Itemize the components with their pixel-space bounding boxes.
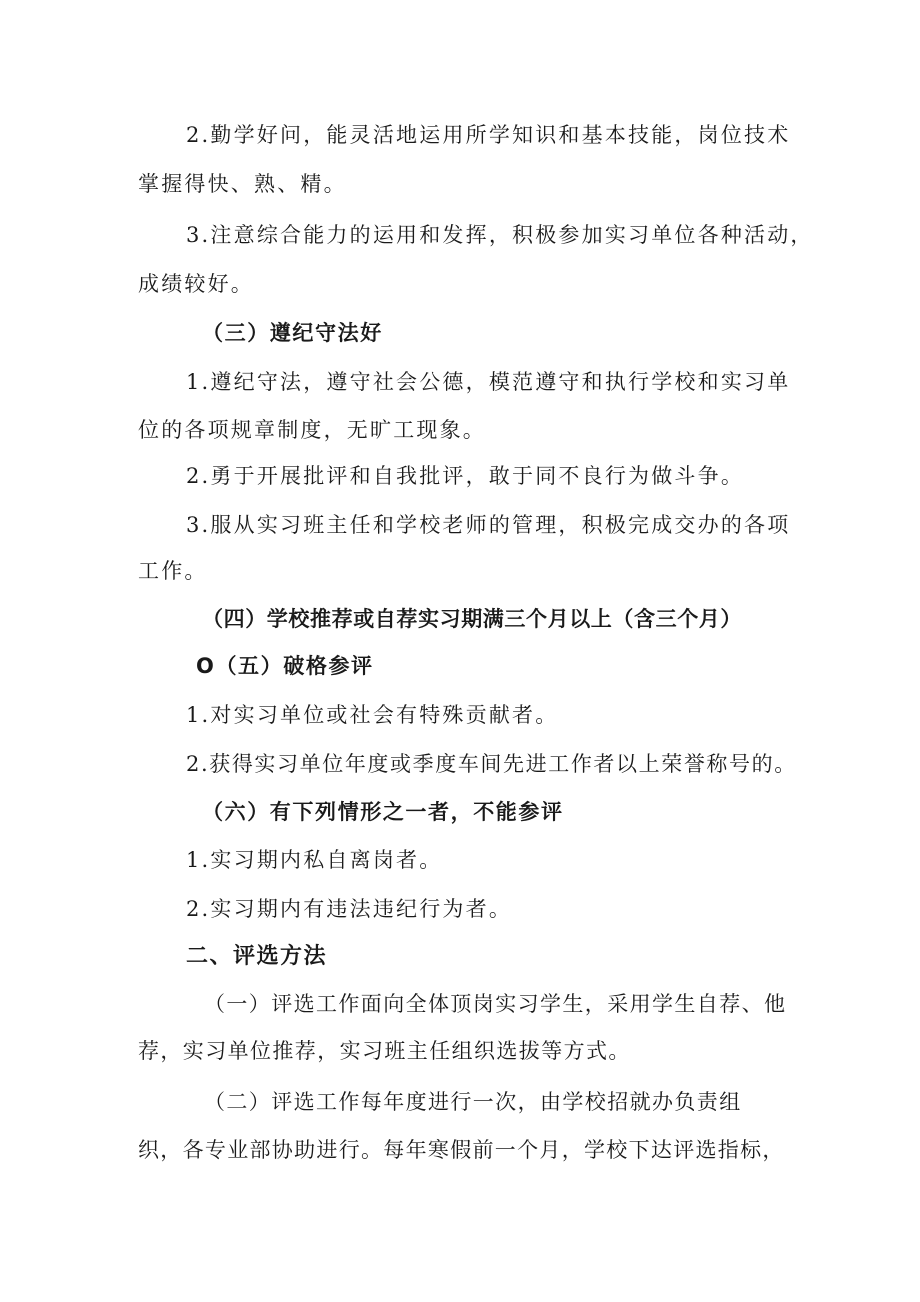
paragraph-line: 掌握得快、熟、精。	[138, 172, 347, 196]
paragraph-line: 2.获得实习单位年度或季度车间先进工作者以上荣誉称号的。	[186, 752, 797, 776]
chapter-heading: 二、评选方法	[186, 944, 328, 969]
section-heading: （六）有下列情形之一者，不能参评	[202, 800, 564, 824]
paragraph-line: 3.注意综合能力的运用和发挥，积极参加实习单位各种活动，	[186, 223, 814, 247]
paragraph-line: 2.实习期内有违法违纪行为者。	[186, 897, 513, 921]
section-heading: （四）学校推荐或自荐实习期满三个月以上（含三个月）	[202, 607, 742, 631]
paragraph-line: 1.实习期内私自离岗者。	[186, 848, 443, 872]
paragraph-line: 织，各专业部协助进行。每年寒假前一个月，学校下达评选指标，	[138, 1138, 785, 1162]
paragraph-line: （二）评选工作每年度进行一次，由学校招就办负责组	[204, 1090, 742, 1114]
paragraph-line: 荐，实习单位推荐，实习班主任组织选拔等方式。	[138, 1039, 631, 1063]
section-heading: O（五）破格参评	[196, 654, 374, 678]
paragraph-line: 位的各项规章制度，无旷工现象。	[138, 418, 486, 442]
paragraph-line: 成绩较好。	[138, 272, 254, 296]
paragraph-line: 1.遵纪守法，遵守社会公德，模范遵守和执行学校和实习单	[186, 370, 791, 394]
paragraph-line: 2.勤学好问，能灵活地运用所学知识和基本技能，岗位技术	[186, 123, 791, 147]
paragraph-line: 2.勇于开展批评和自我批评，敢于同不良行为做斗争。	[186, 464, 745, 488]
paragraph-line: 工作。	[138, 559, 208, 583]
paragraph-line: （一）评选工作面向全体顶岗实习学生，采用学生自荐、他	[204, 992, 787, 1016]
paragraph-line: 3.服从实习班主任和学校老师的管理，积极完成交办的各项	[186, 513, 791, 537]
paragraph-line: 1.对实习单位或社会有特殊贡献者。	[186, 703, 559, 727]
section-heading: （三）遵纪守法好	[202, 321, 383, 345]
